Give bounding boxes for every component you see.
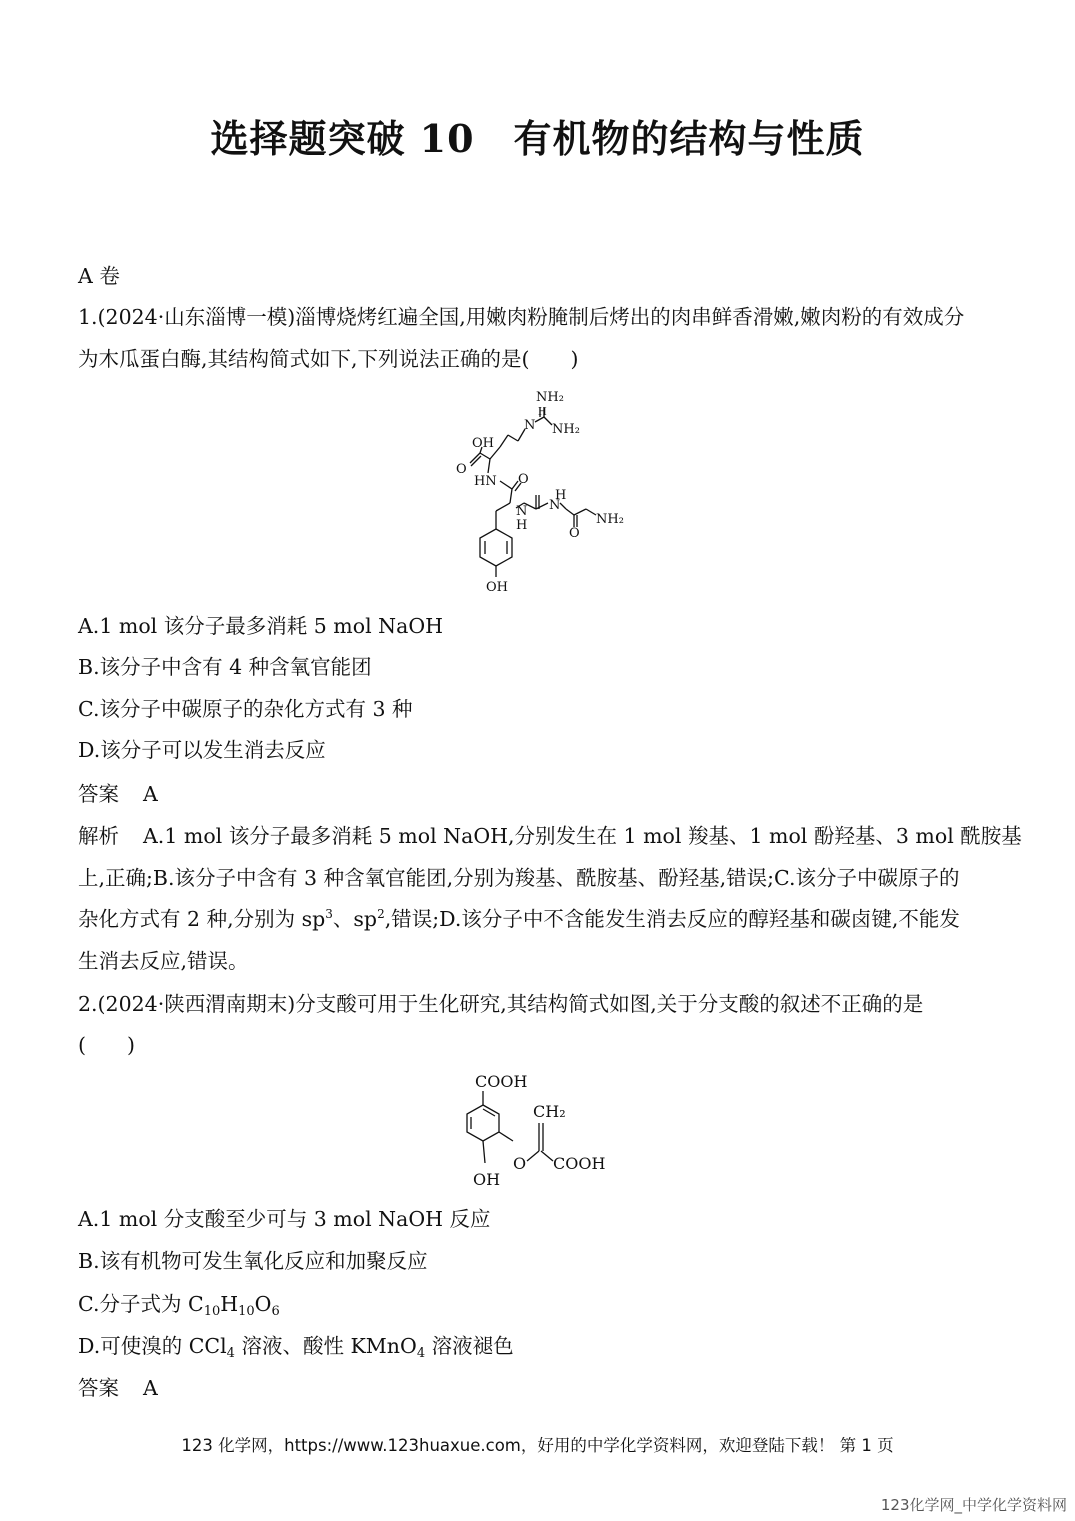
q1-fig-nh2-end: NH₂ [596, 512, 624, 527]
q2-fig-oh: OH [473, 1170, 501, 1189]
q2-fig-cooh-right: COOH [553, 1154, 606, 1173]
q1-option-b: B.该分子中含有 4 种含氧官能团 [78, 655, 372, 679]
q2-option-c-o: O [254, 1292, 272, 1316]
q2-stem-line2: ( ) [78, 1033, 135, 1057]
q1-fig-nh2-top: NH₂ [536, 390, 564, 405]
q1-fig-o-acid: O [456, 462, 467, 477]
page-footer: 123 化学网，https://www.123huaxue.com，好用的中学化学资料网，欢迎登陆下载！ 第 1 页 [181, 1436, 894, 1455]
q1-fig-hn: HN [474, 474, 497, 489]
q1-fig-h-amide: H [516, 518, 528, 533]
q2-option-d [78, 1332, 514, 1360]
q1-analysis-text3a: 杂化方式有 2 种,分别为 sp [78, 907, 326, 931]
q1-stem-line1: 1.(2024·山东淄博一模)淄博烧烤红遍全国,用嫩肉粉腌制后烤出的肉串鲜香滑嫩,嫩肉粉的有效成分 [78, 305, 965, 329]
q1-analysis-line3 [78, 905, 960, 933]
q1-answer-label: 答案 [78, 782, 119, 806]
q1-option-d: D.该分子可以发生消去反应 [78, 738, 326, 762]
q1-analysis-label: 解析 [78, 824, 119, 848]
q1-fig-o-amide2: O [569, 526, 580, 541]
watermark: 123化学网_中学化学资料网 [880, 1496, 1067, 1514]
q2-option-c-sub2: 10 [238, 1304, 255, 1319]
q2-option-c-h: H [220, 1292, 239, 1316]
q1-answer [78, 780, 158, 808]
q1-analysis-sup2: 2 [377, 907, 385, 921]
q1-analysis-line1 [78, 822, 1022, 850]
q2-option-c-pre: C.分子式为 C [78, 1292, 204, 1316]
q2-fig-cooh-top: COOH [475, 1072, 528, 1091]
q2-option-b: B.该有机物可发生氧化反应和加聚反应 [78, 1249, 428, 1273]
q1-analysis-text3b: 、sp [332, 907, 378, 931]
q2-option-a: A.1 mol 分支酸至少可与 3 mol NaOH 反应 [78, 1207, 491, 1231]
section-label: A 卷 [78, 264, 120, 288]
q2-structure-figure [455, 1065, 625, 1195]
q1-fig-h-amide2: H [555, 488, 567, 503]
q1-structure-figure [440, 385, 640, 600]
q1-fig-o-amide1: O [518, 472, 529, 487]
q2-option-d-post: 溶液褪色 [425, 1334, 514, 1358]
q2-option-d-mid: 溶液、酸性 KMnO [234, 1334, 417, 1358]
q2-option-c-sub3: 6 [271, 1304, 280, 1319]
q2-answer-value: A [143, 1376, 158, 1400]
q1-answer-value: A [143, 782, 158, 806]
q1-analysis-text3c: ,错误;D.该分子中不含能发生消去反应的醇羟基和碳卤键,不能发 [384, 907, 960, 931]
q1-fig-oh-phenol: OH [486, 580, 508, 595]
q1-option-a: A.1 mol 该分子最多消耗 5 mol NaOH [78, 614, 444, 638]
q1-fig-n-amide: N [516, 504, 528, 519]
q1-analysis-text1: A.1 mol 该分子最多消耗 5 mol NaOH,分别发生在 1 mol 羧基、1 mol 酚羟基、3 mol 酰胺基 [143, 824, 1022, 848]
q1-analysis-line4: 生消去反应,错误。 [78, 949, 249, 973]
q2-answer-label: 答案 [78, 1376, 119, 1400]
q1-fig-n-imine: N [524, 418, 536, 433]
q1-fig-oh: OH [472, 436, 494, 451]
q2-option-d-sub1: 4 [226, 1346, 235, 1361]
q2-fig-o: O [513, 1154, 527, 1173]
q2-option-c-sub1: 10 [203, 1304, 221, 1319]
q1-stem-line2: 为木瓜蛋白酶,其结构简式如下,下列说法正确的是( ) [78, 347, 579, 371]
q2-option-d-pre: D.可使溴的 CCl [78, 1334, 227, 1358]
q1-fig-nh2-right: NH₂ [552, 422, 580, 437]
q2-option-d-sub2: 4 [416, 1346, 426, 1361]
q1-fig-n-amide2: N [549, 498, 561, 513]
q1-fig-nh: H [538, 407, 547, 418]
page-title: 选择题突破 10 有机物的结构与性质 [210, 116, 865, 161]
q2-option-c [78, 1290, 280, 1318]
q1-analysis-sup1: 3 [325, 907, 333, 921]
q2-answer [78, 1374, 158, 1402]
q1-option-c: C.该分子中碳原子的杂化方式有 3 种 [78, 697, 413, 721]
q1-analysis-line2: 上,正确;B.该分子中含有 3 种含氧官能团,分别为羧基、酰胺基、酚羟基,错误;C.该分子中碳原子的 [78, 866, 960, 890]
q2-stem-line1: 2.(2024·陕西渭南期末)分支酸可用于生化研究,其结构简式如图,关于分支酸的叙述不正确的是 [78, 992, 924, 1016]
q2-fig-ch2: CH₂ [533, 1102, 566, 1121]
